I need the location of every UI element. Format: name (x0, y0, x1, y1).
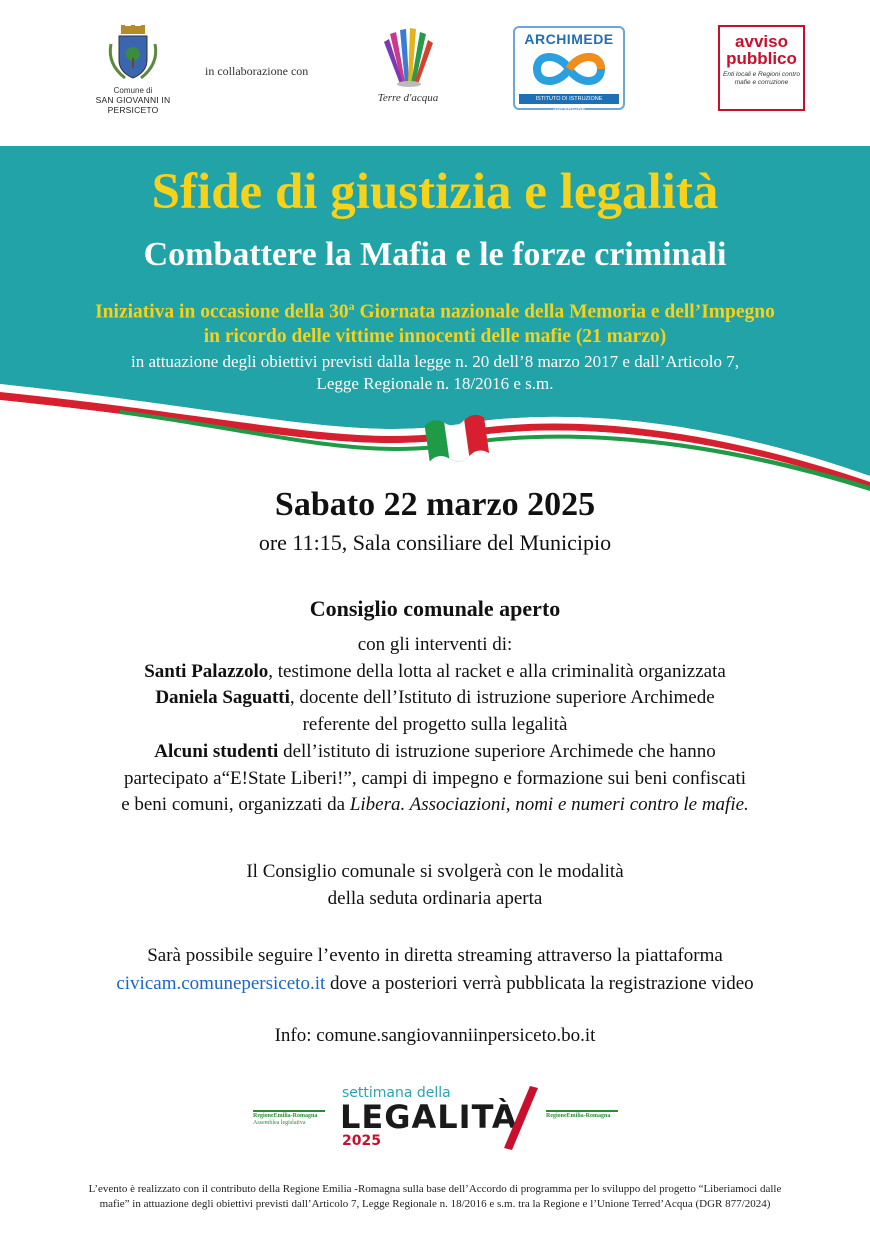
comune-logo (78, 24, 188, 115)
legalita-year: 2025 (342, 1133, 381, 1149)
legal-line1: in attuazione degli obiettivi previsti dalla legge n. 20 dell’8 marzo 2017 e dall’Articolo 7, (130, 352, 740, 371)
avviso-tagline: Enti locali e Regioni contro mafie e corruzione (723, 71, 800, 86)
libera-name: Libera. Associazioni, nomi e numeri contro le mafie. (349, 794, 749, 816)
avviso-word: avviso (735, 32, 788, 51)
regione-left-name: RegioneEmilia-Romagna (253, 1113, 318, 1119)
initiative-line2: in ricordo delle vittime innocenti delle mafie (21 marzo) (203, 325, 667, 347)
infinity-icon (515, 47, 623, 91)
assemblea-label: Assemblea legislativa (253, 1120, 306, 1126)
legal-line2: Legge Regionale n. 18/2016 e s.m. (316, 374, 554, 393)
main-title: Sfide di giustizia e legalità (151, 164, 719, 220)
speaker1-desc: , testimone della lotta al racket e alla criminalità organizzata (268, 660, 726, 682)
terre-dacqua-icon (372, 26, 444, 88)
avviso-pubblico-logo (718, 25, 805, 111)
interventions-intro: con gli interventi di: (357, 634, 513, 655)
regione-er-logo (546, 1110, 618, 1120)
pubblico-word: pubblico (726, 49, 797, 68)
comune-name: SAN GIOVANNI IN PERSICETO (95, 95, 171, 115)
archimede-subtitle: ISTITUTO DI ISTRUZIONE SUPERIORE (519, 94, 619, 104)
speakers-list (0, 632, 870, 819)
footer-line2: mafie” in attuazione degli obiettivi previsti dall’Articolo 7, Legge Regionale n. 18/2016 e s.m. tra la Regione e l’Unione Terred’Acqua (DGR 877/2024) (99, 1198, 771, 1210)
event-time-place: ore 11:15, Sala consiliare del Municipio (258, 530, 612, 555)
modalita-line2: della seduta ordinaria aperta (327, 888, 543, 909)
streaming-link[interactable]: civicam.comunepersiceto.it (116, 973, 326, 994)
speaker2-desc2: referente del progetto sulla legalità (302, 714, 568, 736)
speaker3-name: Alcuni studenti (154, 740, 279, 762)
modalita-line1: Il Consiglio comunale si svolgerà con le modalità (246, 861, 624, 882)
terre-dacqua-logo (372, 26, 444, 104)
legal-reference (0, 351, 870, 395)
legalita-word: LEGALITÀ (340, 1098, 518, 1136)
initiative-line1a: Iniziativa in occasione della 30 (95, 301, 349, 323)
ordinal-sup: a (348, 299, 355, 313)
archimede-logo (513, 26, 625, 110)
regione-stripe-icon-2 (546, 1110, 618, 1112)
speaker2-desc: , docente dell’Istituto di istruzione superiore Archimede (289, 687, 715, 709)
terre-dacqua-label: Terre d'acqua (377, 92, 439, 104)
session-mode (0, 858, 870, 912)
speaker2-name: Daniela Saguatti (155, 687, 290, 709)
speaker3-desc3: e beni comuni, organizzati da (121, 794, 350, 816)
regione-assemblea-logo (253, 1110, 325, 1127)
comune-label: Comune di (113, 86, 153, 95)
council-title: Consiglio comunale aperto (309, 596, 561, 621)
subtitle: Combattere la Mafia e le forze criminali (143, 236, 727, 273)
initiative-line1b: Giornata nazionale della Memoria e dell’Impegno (354, 301, 775, 323)
streaming-line1: Sarà possibile seguire l’evento in diretta streaming attraverso la piattaforma (147, 945, 723, 966)
collaboration-text: in collaborazione con (205, 64, 309, 78)
initiative-text (0, 294, 870, 349)
regione-stripe-icon (253, 1110, 325, 1112)
streaming-info (0, 942, 870, 998)
footer-note (48, 1182, 822, 1212)
speaker1-name: Santi Palazzolo (144, 660, 269, 682)
info-line: Info: comune.sangiovanniinpersiceto.bo.it (274, 1025, 596, 1046)
footer-line1: L’evento è realizzato con il contributo della Regione Emilia -Romagna sulla base dell’Accordo di programma per lo sviluppo del progetto “Liberiamoci dalle (88, 1183, 782, 1195)
legalita-week-label: settimana della (342, 1085, 451, 1101)
event-date: Sabato 22 marzo 2025 (274, 486, 596, 523)
comune-crest-icon (105, 24, 161, 84)
archimede-name: ARCHIMEDE (524, 31, 614, 47)
regione-right-name: RegioneEmilia-Romagna (546, 1113, 611, 1119)
speaker3-desc: dell’istituto di istruzione superiore Archimede che hanno (278, 740, 716, 762)
speaker3-desc2: partecipato a“E!State Liberi!”, campi di impegno e formazione sui beni confiscati (124, 767, 746, 789)
legalita-slash-icon (500, 1086, 540, 1152)
streaming-line2: dove a posteriori verrà pubblicata la registrazione video (325, 973, 754, 994)
